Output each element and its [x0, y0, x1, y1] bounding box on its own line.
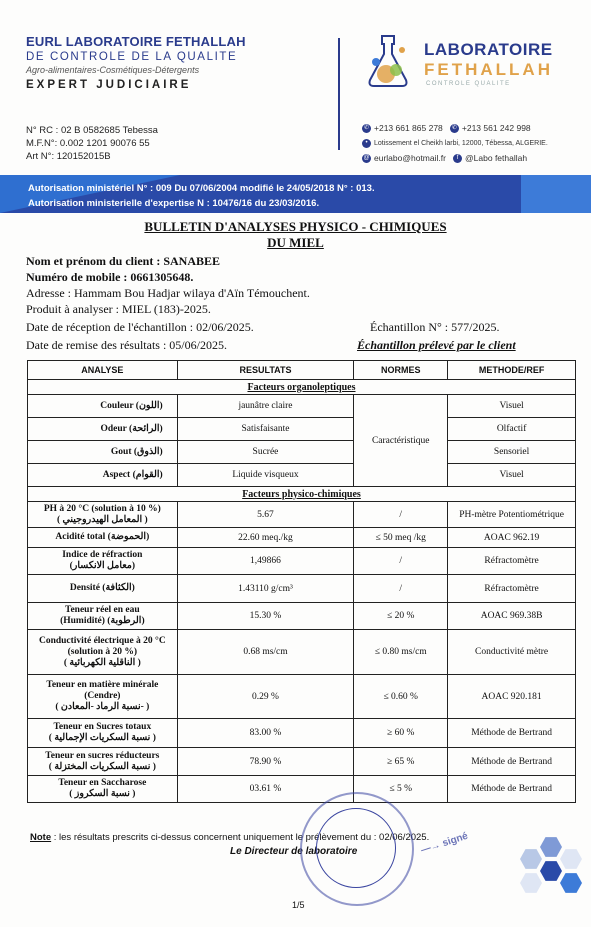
- analyse-cell: [28, 575, 178, 603]
- method-cell: AOAC 969.38B: [448, 603, 576, 630]
- note-label: Note: [30, 832, 52, 843]
- analyse-label: Teneur en matière minérale (Cendre): [46, 680, 159, 701]
- analyse-arabic: (الرائحة): [129, 423, 163, 434]
- result-cell: Satisfaisante: [177, 418, 354, 441]
- result-cell: 1,49866: [177, 548, 354, 575]
- hex-decoration: [540, 860, 562, 882]
- lab-address: Lotissement el Cheikh larbi, 12000, Tébessa, ALGERIE.: [374, 140, 548, 147]
- product-analyzed: Produit à analyser : MIEL (183)-2025.: [26, 302, 211, 316]
- phone-2: +213 561 242 998: [461, 123, 531, 133]
- col-analyse: ANALYSE: [28, 361, 178, 380]
- norm-cell: /: [354, 575, 448, 603]
- director-label: Le Directeur de laboratoire: [230, 846, 358, 857]
- lab-email: eurlabo@hotmail.fr: [374, 153, 446, 163]
- table-row: [28, 502, 576, 528]
- company-block: [26, 34, 326, 91]
- location-icon: •: [362, 139, 371, 148]
- analyse-arabic: ( الناقلية الكهربائية ): [63, 657, 141, 668]
- bulletin-title: BULLETIN D'ANALYSES PHYSICO - CHIMIQUES: [144, 219, 447, 234]
- analyse-cell: [28, 502, 178, 528]
- address-row: [362, 136, 548, 151]
- analyse-arabic: (Humidité) (الرطوبة): [60, 616, 145, 626]
- method-cell: Sensoriel: [448, 441, 576, 464]
- table-row: [28, 748, 576, 776]
- table-row: [28, 548, 576, 575]
- analyse-label: Conductivité électrique à 20 °C (solution à 20 %): [38, 635, 166, 657]
- client-name: Nom et prénom du client : SANABEE: [26, 254, 220, 268]
- table-row: [28, 675, 576, 719]
- analyse-arabic: ( نسبة السكروز ): [69, 789, 136, 799]
- banner-line-2: Autorisation ministerielle d'expertise N : 10476/16 du 23/03/2016.: [28, 198, 320, 209]
- result-cell: 22.60 meq./kg: [177, 528, 354, 548]
- banner-line-1: Autorisation ministériel N° : 009 Du 07/06/2004 modifié le 24/05/2018 N° : 013.: [28, 183, 375, 194]
- art-number: Art N°: 120152015B: [26, 151, 111, 162]
- table-row: [28, 776, 576, 803]
- norm-cell: ≥ 60 %: [354, 719, 448, 748]
- results-table: [27, 360, 576, 803]
- analyse-label: Indice de réfraction: [62, 550, 143, 560]
- analyse-label: PH à 20 °C (solution à 10 %): [43, 503, 161, 514]
- norm-cell: ≤ 0.80 ms/cm: [354, 630, 448, 675]
- hex-decoration: [520, 848, 542, 870]
- email-icon: @: [363, 155, 370, 162]
- norm-cell: ≥ 65 %: [354, 748, 448, 776]
- analyse-cell: [28, 603, 178, 630]
- result-cell: 78.90 %: [177, 748, 354, 776]
- analyse-label: Teneur réel en eau: [65, 605, 140, 615]
- analyse-cell: [28, 675, 178, 719]
- result-cell: jaunâtre claire: [177, 395, 354, 418]
- analyse-cell: [28, 776, 178, 803]
- method-cell: Visuel: [448, 464, 576, 487]
- hex-decoration: [520, 872, 542, 894]
- method-cell: Visuel: [448, 395, 576, 418]
- section-physico: Facteurs physico-chimiques: [28, 487, 576, 502]
- logo-text-fethallah: FETHALLAH: [424, 60, 553, 79]
- method-cell: AOAC 962.19: [448, 528, 576, 548]
- analyse-arabic: (الكثافة): [102, 583, 135, 593]
- phone-icon: ✆: [363, 125, 370, 132]
- table-row: [28, 464, 576, 487]
- method-cell: PH-mètre Potentiométrique: [448, 502, 576, 528]
- analyse-label: Teneur en Sucres totaux: [53, 722, 152, 732]
- analyse-label: Gout: [110, 446, 132, 457]
- norm-cell: /: [354, 502, 448, 528]
- facebook-icon: f: [453, 154, 462, 163]
- result-cell: 1.43110 g/cm³: [177, 575, 354, 603]
- company-expert: EXPERT JUDICIAIRE: [26, 79, 192, 91]
- section-organoleptic: Facteurs organoleptiques: [28, 380, 576, 395]
- page-number: 1/5: [292, 900, 305, 910]
- analyse-label: Couleur: [100, 400, 134, 411]
- norm-cell: ≤ 0.60 %: [354, 675, 448, 719]
- email-row: [362, 151, 548, 166]
- client-address: Adresse : Hammam Bou Hadjar wilaya d'Aïn Témouchent.: [26, 286, 310, 300]
- client-mobile: Numéro de mobile : 0661305648.: [26, 270, 194, 284]
- analyse-cell: [28, 748, 178, 776]
- method-cell: Méthode de Bertrand: [448, 748, 576, 776]
- analyse-cell: [28, 630, 178, 675]
- mf-number: M.F.N°: 0.002 1201 90076 55: [26, 138, 150, 149]
- result-cell: 15.30 %: [177, 603, 354, 630]
- analyse-label: Teneur en sucres réducteurs: [45, 750, 160, 761]
- analyse-arabic: ( المعامل الهيدروجيني ): [56, 514, 148, 525]
- analyse-arabic: (القوام): [132, 469, 163, 480]
- analyse-arabic: (معامل الانكسار): [69, 561, 136, 571]
- note-text: : les résultats prescrits ci-dessus concernent uniquement le prélèvement du : 02/06/2025.: [51, 832, 430, 843]
- reception-date: Date de réception de l'échantillon : 02/06/2025.: [26, 320, 254, 334]
- bulletin-subtitle: DU MIEL: [267, 235, 324, 250]
- norm-cell: ≤ 50 meq /kg: [354, 528, 448, 548]
- analyse-label: Aspect: [102, 469, 131, 480]
- sampled-by: Échantillon prélevé par le client: [357, 338, 516, 352]
- section-row: [28, 487, 576, 502]
- delivery-date: Date de remise des résultats : 05/06/2025.: [26, 338, 227, 352]
- table-row: [28, 441, 576, 464]
- analyse-arabic: ( نسبة السكريات المختزلة ): [48, 761, 156, 772]
- analyse-arabic: (اللون): [135, 400, 163, 411]
- method-cell: Méthode de Bertrand: [448, 719, 576, 748]
- result-cell: 0.29 %: [177, 675, 354, 719]
- header-divider: [338, 38, 340, 150]
- norm-cell: ≤ 5 %: [354, 776, 448, 803]
- analyse-label: Densité: [69, 583, 100, 593]
- result-cell: Sucrée: [177, 441, 354, 464]
- company-name: EURL LABORATOIRE FETHALLAH: [26, 34, 246, 49]
- analyse-cell: [28, 395, 178, 418]
- result-cell: 5.67: [177, 502, 354, 528]
- phone-1: +213 661 865 278: [374, 123, 443, 133]
- banner-accent-right: [521, 175, 591, 213]
- analyse-label: Teneur en Saccharose: [58, 778, 147, 788]
- company-subtitle: DE CONTROLE DE LA QUALITE: [26, 51, 238, 63]
- result-cell: 0.68 ms/cm: [177, 630, 354, 675]
- table-row: [28, 630, 576, 675]
- norm-cell: /: [354, 548, 448, 575]
- table-row: [28, 395, 576, 418]
- norm-cell: ≤ 20 %: [354, 603, 448, 630]
- analyse-arabic: (الذوق): [133, 446, 163, 457]
- analyse-cell: [28, 719, 178, 748]
- analyse-cell: [28, 548, 178, 575]
- col-resultats: RESULTATS: [177, 361, 354, 380]
- phones-row: [362, 121, 548, 136]
- table-row: [28, 528, 576, 548]
- result-cell: 03.61 %: [177, 776, 354, 803]
- analyse-cell: [28, 418, 178, 441]
- sample-number: Échantillon N° : 577/2025.: [370, 320, 500, 334]
- norm-cell: Caractéristique: [354, 395, 448, 487]
- director-signature: —→ signé: [419, 830, 470, 857]
- rc-number: N° RC : 02 B 0582685 Tebessa: [26, 125, 158, 136]
- analyse-label: Acidité total: [55, 532, 106, 542]
- lab-stamp-inner: [316, 808, 396, 888]
- lab-facebook: @Labo fethallah: [465, 153, 528, 163]
- phone-icon: ✆: [451, 125, 457, 132]
- method-cell: Méthode de Bertrand: [448, 776, 576, 803]
- analyse-label: Odeur: [100, 423, 127, 434]
- table-header-row: [28, 361, 576, 380]
- hex-decoration: [560, 848, 582, 870]
- table-row: [28, 418, 576, 441]
- analyse-arabic: (الحموضة): [107, 532, 150, 542]
- col-normes: NORMES: [354, 361, 448, 380]
- company-sectors: Agro-alimentaires-Cosmétiques-Détergents: [26, 65, 200, 75]
- analyse-cell: [28, 528, 178, 548]
- method-cell: AOAC 920.181: [448, 675, 576, 719]
- analyse-cell: [28, 464, 178, 487]
- section-row: [28, 380, 576, 395]
- table-row: [28, 575, 576, 603]
- contact-block: [362, 121, 548, 166]
- hex-decoration: [560, 872, 582, 894]
- analyse-arabic: ( نسبة السكريات الإجمالية ): [48, 733, 156, 743]
- registration-block: [26, 124, 158, 163]
- table-row: [28, 603, 576, 630]
- lab-flask-logo-icon: [362, 32, 417, 90]
- result-cell: Liquide visqueux: [177, 464, 354, 487]
- table-row: [28, 719, 576, 748]
- method-cell: Olfactif: [448, 418, 576, 441]
- logo-text-controle: CONTROLE QUALITE: [426, 81, 511, 87]
- method-cell: Conductivité mètre: [448, 630, 576, 675]
- analyse-cell: [28, 441, 178, 464]
- analyse-arabic: ( نسبة الرماد -المعادن- ): [55, 702, 150, 712]
- method-cell: Réfractomètre: [448, 575, 576, 603]
- hex-decoration: [540, 836, 562, 858]
- col-methode: METHODE/REF: [448, 361, 576, 380]
- method-cell: Réfractomètre: [448, 548, 576, 575]
- logo-text-laboratoire: LABORATOIRE: [424, 40, 553, 59]
- result-cell: 83.00 %: [177, 719, 354, 748]
